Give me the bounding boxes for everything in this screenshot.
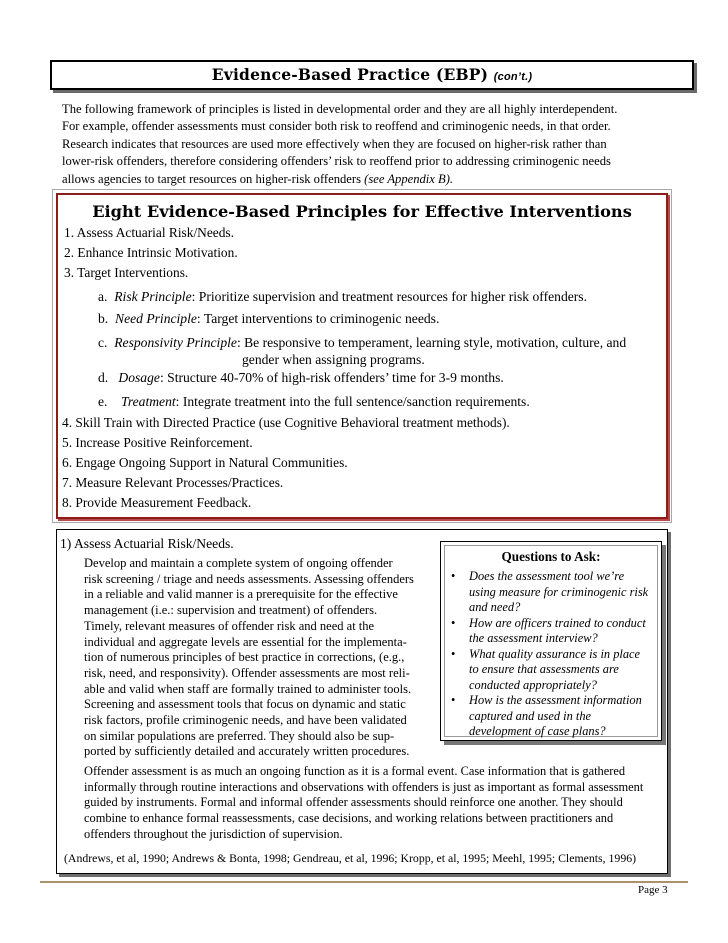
- principle-item: 2. Enhance Intrinsic Motivation.: [64, 245, 238, 260]
- bullet-icon: •: [451, 569, 456, 583]
- intro-line: Research indicates that resources are used more effectively when they are focused on higher-risk rather than: [62, 136, 607, 151]
- sub-marker: a.: [98, 289, 108, 304]
- question-line: How are officers trained to conduct: [469, 615, 646, 630]
- assessment-para2-line: combine to enhance formal reassessments, case decisions, and working relations between practitioners and: [84, 811, 614, 826]
- sub-marker: d.: [98, 370, 109, 385]
- sub-term: Need Principle: [115, 311, 197, 326]
- sub-marker: e.: [98, 394, 108, 409]
- assessment-line: tion of numerous principles of best practice in corrections, (e.g.,: [84, 650, 405, 665]
- assessment-para2-line: guided by instruments. Formal and informal offender assessments should reinforce one another. They should: [84, 795, 623, 810]
- questions-title: Questions to Ask:: [501, 549, 601, 564]
- sub-text: : Integrate treatment into the full sentence/sanction requirements.: [175, 394, 530, 409]
- sub-text: : Be responsive to temperament, learning style, motivation, culture, and: [236, 335, 627, 350]
- assessment-para2-line: Offender assessment is as much an ongoing function as it is a formal event. Case information that is gathered: [84, 764, 626, 778]
- question-item: [447, 647, 659, 694]
- principle-item: 5. Increase Positive Reinforcement.: [62, 435, 253, 450]
- principles-title: Eight Evidence-Based Principles for Effective Interventions: [92, 202, 632, 221]
- principle-item: 4. Skill Train with Directed Practice (use Cognitive Behavioral treatment methods).: [62, 415, 510, 430]
- page-title-suffix: (con’t.): [493, 71, 533, 83]
- question-line: and need?: [469, 600, 521, 614]
- intro-line: lower-risk offenders, therefore considering offenders’ risk to reoffend prior to addressing criminogenic needs: [62, 154, 611, 169]
- sub-principle-dosage: [98, 370, 504, 386]
- page-title-box: [50, 60, 694, 90]
- assessment-line: risk, need, and responsivity). Offender assessments are most reli-: [84, 665, 410, 680]
- sub-term: Treatment: [121, 394, 176, 409]
- sub-principle-treatment: [98, 394, 530, 410]
- assessment-line: Develop and maintain a complete system of ongoing offender: [84, 556, 393, 570]
- bullet-icon: •: [451, 646, 456, 661]
- questions-box: [440, 541, 662, 741]
- sub-principle-responsivity-cont: gender when assigning programs.: [242, 352, 425, 367]
- question-line: to ensure that assessments are: [469, 662, 619, 676]
- question-line: How is the assessment information: [469, 693, 642, 707]
- sub-term: Responsivity Principle: [114, 335, 237, 350]
- intro-line: The following framework of principles is listed in developmental order and they are all highly interdependent.: [62, 102, 618, 116]
- assessment-line: individual and aggregate levels are essential for the implementa-: [84, 634, 407, 649]
- intro-line: For example, offender assessments must consider both risk to reoffend and criminogenic needs, in that order.: [62, 119, 611, 134]
- assessment-line: risk screening / triage and needs assessments. Assessing offenders: [84, 571, 414, 586]
- page-title: [52, 65, 692, 84]
- intro-paragraph: [62, 101, 692, 188]
- bullet-icon: •: [451, 615, 456, 630]
- sub-principle-responsivity: [98, 335, 626, 351]
- citation: (Andrews, et al, 1990; Andrews & Bonta, 1998; Gendreau, et al, 1996; Kropp, et al, 1995; Meehl, 1995; Clements, 1996): [64, 851, 637, 865]
- assessment-line: ported by sufficiently detailed and accurately written procedures.: [84, 744, 410, 759]
- sub-term: Dosage: [118, 370, 160, 385]
- question-item: [447, 693, 659, 740]
- footer-divider: [40, 881, 688, 883]
- question-item: [447, 616, 659, 647]
- assessment-line: able and valid when staff are formally trained to administer tools.: [84, 681, 412, 696]
- assessment-line: on similar populations are preferred. They should also be sup-: [84, 728, 395, 743]
- question-line: the assessment interview?: [469, 631, 598, 645]
- bullet-icon: •: [451, 693, 456, 707]
- question-line: captured and used in the: [469, 708, 592, 723]
- assessment-line: in a reliable and valid manner is a prerequisite for the effective: [84, 587, 398, 602]
- sub-marker: b.: [98, 311, 109, 326]
- assessment-line: management (i.e.: supervision and treatment) of offenders.: [84, 603, 378, 618]
- sub-principle-risk: [98, 289, 587, 305]
- sub-text: : Target interventions to criminogenic needs.: [196, 311, 440, 326]
- principle-item: 6. Engage Ongoing Support in Natural Communities.: [62, 455, 348, 470]
- sub-text: : Prioritize supervision and treatment resources for higher risk offenders.: [191, 289, 587, 304]
- sub-marker: c.: [98, 335, 108, 350]
- question-line: development of case plans?: [469, 724, 606, 738]
- sub-term: Risk Principle: [114, 289, 192, 304]
- assessment-paragraph-2: [84, 764, 668, 843]
- question-line: Does the assessment tool we’re: [469, 569, 625, 583]
- sub-text: : Structure 40-70% of high-risk offenders’ time for 3-9 months.: [159, 370, 504, 385]
- sub-principle-need: [98, 311, 439, 327]
- principle-item: 7. Measure Relevant Processes/Practices.: [62, 475, 284, 490]
- assessment-body: [84, 556, 436, 760]
- page-title-text: Evidence-Based Practice (EBP): [211, 65, 489, 84]
- question-line: conducted appropriately?: [469, 677, 597, 692]
- intro-line-text: allows agencies to target resources on higher-risk offenders: [62, 171, 365, 186]
- assessment-line: Screening and assessment tools that focus on dynamic and static: [84, 697, 406, 712]
- questions-list: [447, 569, 659, 740]
- question-line: What quality assurance is in place: [469, 646, 641, 661]
- page-number: Page 3: [638, 884, 668, 896]
- principle-item: 1. Assess Actuarial Risk/Needs.: [64, 225, 234, 240]
- principle-item: 3. Target Interventions.: [64, 265, 189, 280]
- question-line: using measure for criminogenic risk: [469, 584, 649, 599]
- assessment-para2-line: informally through routine interactions and observations with offenders is just as important as formal assessment: [84, 779, 644, 794]
- appendix-reference: (see Appendix B).: [364, 171, 454, 186]
- assessment-heading: 1) Assess Actuarial Risk/Needs.: [60, 536, 234, 551]
- intro-line-last: [62, 171, 692, 188]
- principle-item: 8. Provide Measurement Feedback.: [62, 495, 252, 510]
- assessment-line: Timely, relevant measures of offender risk and need at the: [84, 618, 375, 633]
- assessment-para2-line: offenders throughout the jurisdiction of supervision.: [84, 826, 343, 841]
- question-item: [447, 569, 659, 616]
- assessment-line: risk factors, profile criminogenic needs, and have been validated: [84, 713, 407, 728]
